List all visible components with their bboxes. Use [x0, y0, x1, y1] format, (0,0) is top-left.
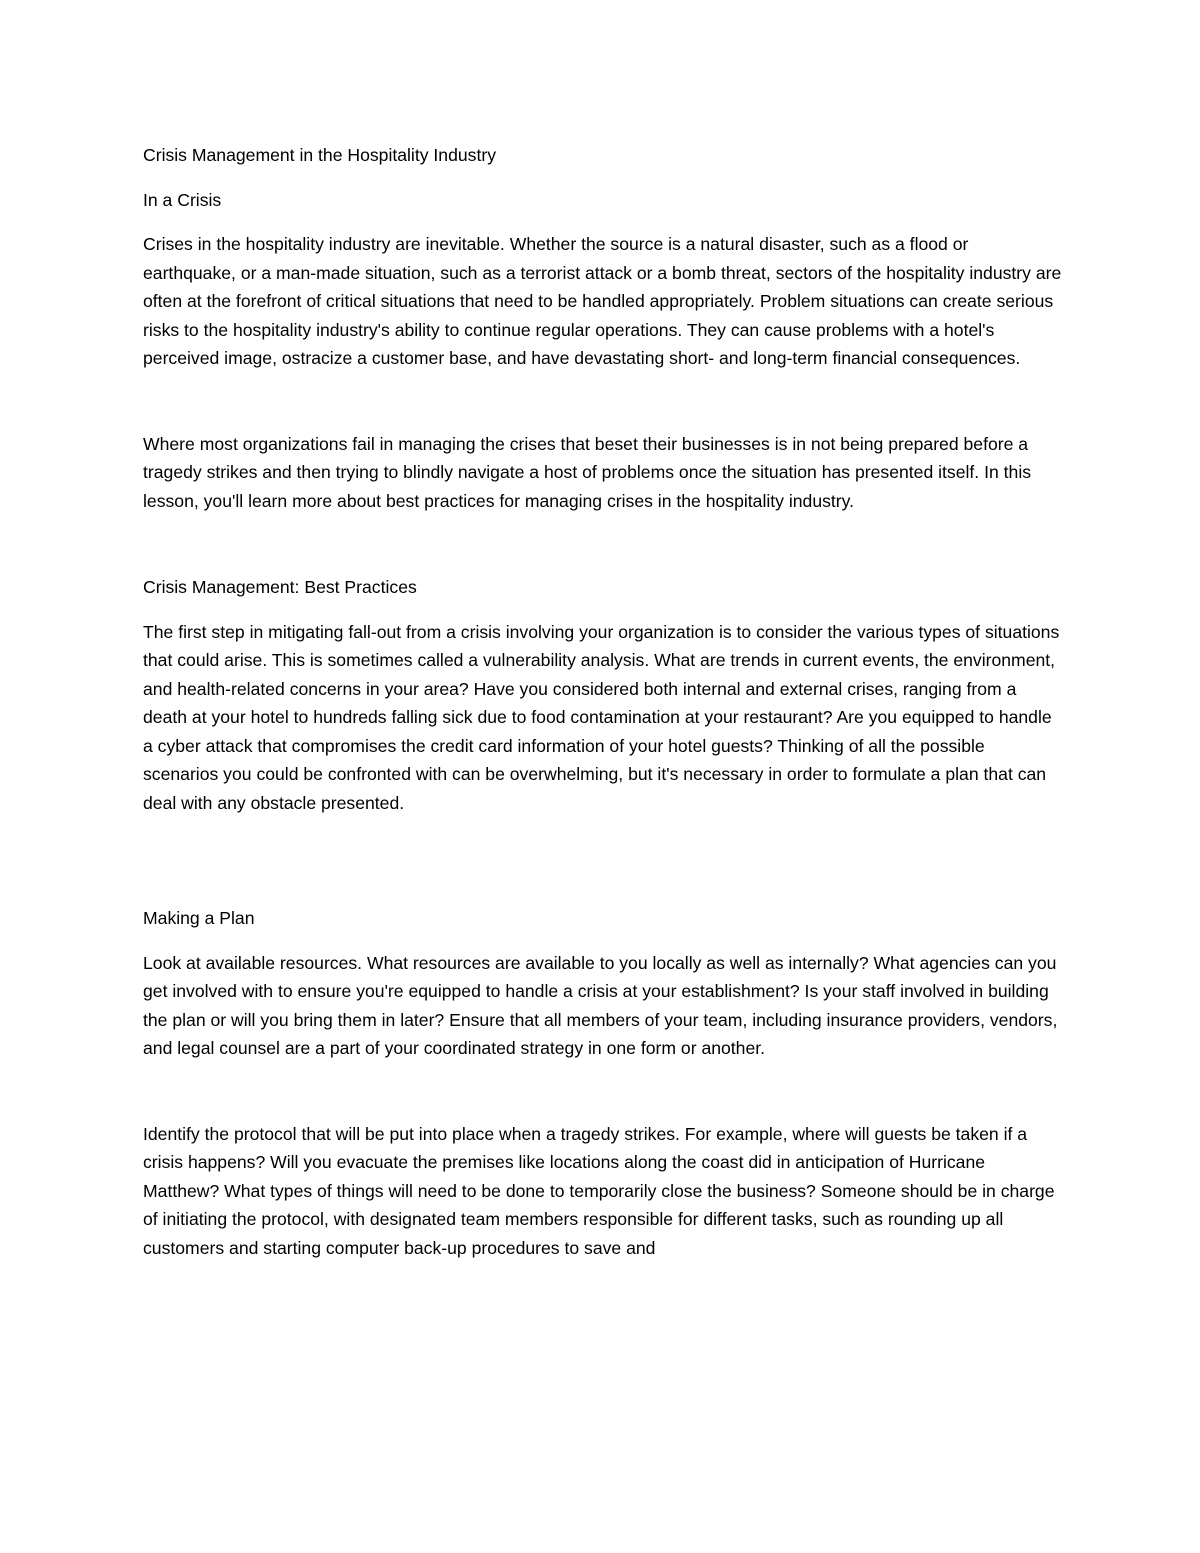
- spacer: [143, 817, 1063, 904]
- section-heading-best-practices: Crisis Management: Best Practices: [143, 577, 417, 597]
- paragraph-crises-inevitable: Crises in the hospitality industry are inevitable. Whether the source is a natural disaster, such as a flood or earthquake, or a man-made situation, such as a terrorist attack or a bomb threat, sectors of the hospitality industry are often at the forefront of critical situations that need to be handled appropriately. Problem situations can create serious risks to the hospitality industry's ability to continue regular operations. They can cause problems with a hotel's perceived image, ostracize a customer base, and have devastating short- and long-term financial consequences.: [143, 234, 1062, 368]
- paragraph-available-resources: Look at available resources. What resources are available to you locally as well as internally? What agencies can you get involved with to ensure you're equipped to handle a crisis at your establishment? Is your staff involved in building the plan or will you bring them in later? Ensure that all members of your team, including insurance providers, vendors, and legal counsel are a part of your coordinated strategy in one form or another.: [143, 952, 1058, 1058]
- paragraph-identify-protocol: Identify the protocol that will be put into place when a tragedy strikes. For example, where will guests be taken if a crisis happens? Will you evacuate the premises like locations along the coast did in anticipation of Hurricane Matthew? What types of things will need to be done to temporarily close the business? Someone should be in charge of initiating the protocol, with designated team members responsible for different tasks, such as rounding up all customers and starting computer back-up procedures to save and: [143, 1123, 1055, 1258]
- spacer: [143, 1063, 1063, 1120]
- spacer: [143, 170, 1063, 186]
- paragraph-vulnerability-analysis: The first step in mitigating fall-out from a crisis involving your organization is to consider the various types of situations that could arise. This is sometimes called a vulnerability analysis. What are trends in current events, the environment, and health-related concerns in your area? Have you considered both internal and external crises, ranging from a death at your hotel to hundreds falling sick due to food contamination at your restaurant? Are you equipped to handle a cyber attack that compromises the credit card information of your hotel guests? Thinking of all the possible scenarios you could be confronted with can be overwhelming, but it's necessary in order to formulate a plan that can deal with any obstacle presented.: [143, 621, 1060, 813]
- spacer: [143, 602, 1063, 618]
- document-title: Crisis Management in the Hospitality Industry: [143, 145, 497, 165]
- spacer: [143, 373, 1063, 430]
- section-heading-in-a-crisis: In a Crisis: [143, 189, 222, 210]
- spacer: [143, 933, 1063, 949]
- section-heading-making-a-plan: Making a Plan: [143, 908, 255, 928]
- paragraph-organizations-fail: Where most organizations fail in managing the crises that beset their businesses is in not being prepared before a tragedy strikes and then trying to blindly navigate a host of problems once the situation has presented itself. In this lesson, you'll learn more about best practices for managing crises in the hospitality industry.: [143, 433, 1032, 511]
- spacer: [143, 515, 1063, 573]
- document-body: [143, 141, 1063, 1262]
- spacer: [143, 214, 1063, 230]
